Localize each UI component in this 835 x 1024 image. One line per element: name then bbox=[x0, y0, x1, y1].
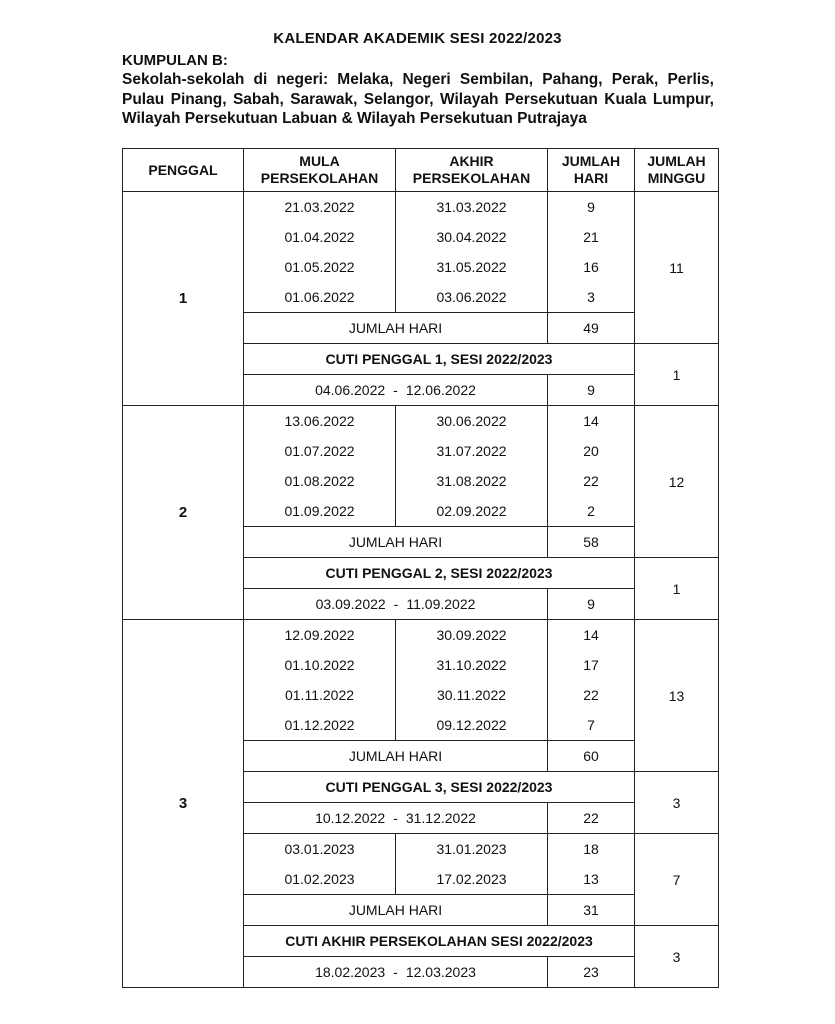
header-jumlah-minggu bbox=[635, 149, 719, 192]
days-count: 16 bbox=[548, 252, 635, 282]
range-separator: - bbox=[393, 810, 398, 826]
days-count: 18 bbox=[548, 834, 635, 865]
days-count: 17 bbox=[548, 650, 635, 680]
start-date: 21.03.2022 bbox=[244, 192, 396, 223]
end-date: 09.12.2022 bbox=[396, 710, 548, 741]
start-date: 03.01.2023 bbox=[244, 834, 396, 865]
days-count: 22 bbox=[548, 466, 635, 496]
group-label: KUMPULAN B: bbox=[122, 52, 228, 69]
total-days-label: JUMLAH HARI bbox=[244, 527, 548, 558]
total-days-label: JUMLAH HARI bbox=[244, 741, 548, 772]
holiday-weeks: 1 bbox=[635, 558, 719, 620]
total-days-value: 58 bbox=[548, 527, 635, 558]
holiday-end: 12.03.2023 bbox=[405, 964, 476, 980]
holiday-range bbox=[244, 375, 548, 406]
holiday-title: CUTI PENGGAL 3, SESI 2022/2023 bbox=[244, 772, 635, 803]
days-count: 14 bbox=[548, 406, 635, 437]
range-separator: - bbox=[393, 964, 398, 980]
term-number: 1 bbox=[123, 192, 244, 406]
start-date: 12.09.2022 bbox=[244, 620, 396, 651]
header-mula bbox=[244, 149, 396, 192]
header-hari-line2: HARI bbox=[573, 170, 609, 186]
days-count: 9 bbox=[548, 192, 635, 223]
header-akhir bbox=[396, 149, 548, 192]
table-row bbox=[123, 192, 719, 223]
weeks-count: 7 bbox=[635, 834, 719, 926]
end-date: 31.07.2022 bbox=[396, 436, 548, 466]
range-separator: - bbox=[393, 382, 398, 398]
start-date: 01.09.2022 bbox=[244, 496, 396, 527]
end-date: 02.09.2022 bbox=[396, 496, 548, 527]
final-holiday-title: CUTI AKHIR PERSEKOLAHAN SESI 2022/2023 bbox=[244, 926, 635, 957]
start-date: 01.10.2022 bbox=[244, 650, 396, 680]
schools-list: Sekolah-sekolah di negeri: Melaka, Negeri Sembilan, Pahang, Perak, Perlis, Pulau Pinang, Sabah, Sarawak, Selangor, Wilayah Persekutuan Kuala Lumpur, Wilayah Persekutuan Labuan & Wilayah Persekutuan Putrajaya bbox=[122, 71, 714, 127]
start-date: 01.05.2022 bbox=[244, 252, 396, 282]
total-days-label: JUMLAH HARI bbox=[244, 313, 548, 344]
header-akhir-line2: PERSEKOLAHAN bbox=[412, 170, 531, 186]
end-date: 30.04.2022 bbox=[396, 222, 548, 252]
academic-calendar-table bbox=[122, 148, 719, 988]
days-count: 14 bbox=[548, 620, 635, 651]
total-days-value: 60 bbox=[548, 741, 635, 772]
weeks-count: 13 bbox=[635, 620, 719, 772]
header-mula-line1: MULA bbox=[299, 153, 340, 169]
holiday-end: 31.12.2022 bbox=[405, 810, 476, 826]
holiday-range bbox=[244, 957, 548, 988]
end-date: 31.05.2022 bbox=[396, 252, 548, 282]
days-count: 3 bbox=[548, 282, 635, 313]
start-date: 13.06.2022 bbox=[244, 406, 396, 437]
header-mula-line2: PERSEKOLAHAN bbox=[260, 170, 379, 186]
holiday-weeks: 3 bbox=[635, 772, 719, 834]
end-date: 31.08.2022 bbox=[396, 466, 548, 496]
header-minggu-line2: MINGGU bbox=[647, 170, 706, 186]
days-count: 2 bbox=[548, 496, 635, 527]
holiday-days: 23 bbox=[548, 957, 635, 988]
holiday-title: CUTI PENGGAL 1, SESI 2022/2023 bbox=[244, 344, 635, 375]
days-count: 20 bbox=[548, 436, 635, 466]
total-days-value: 31 bbox=[548, 895, 635, 926]
holiday-range bbox=[244, 589, 548, 620]
holiday-end: 11.09.2022 bbox=[406, 596, 476, 612]
days-count: 13 bbox=[548, 864, 635, 895]
end-date: 30.11.2022 bbox=[396, 680, 548, 710]
holiday-start: 04.06.2022 bbox=[315, 382, 386, 398]
end-date: 17.02.2023 bbox=[396, 864, 548, 895]
start-date: 01.11.2022 bbox=[244, 680, 396, 710]
end-date: 31.03.2022 bbox=[396, 192, 548, 223]
holiday-weeks: 3 bbox=[635, 926, 719, 988]
start-date: 01.12.2022 bbox=[244, 710, 396, 741]
weeks-count: 12 bbox=[635, 406, 719, 558]
header-minggu-line1: JUMLAH bbox=[647, 153, 706, 169]
term-number: 2 bbox=[123, 406, 244, 620]
days-count: 7 bbox=[548, 710, 635, 741]
header-hari-line1: JUMLAH bbox=[561, 153, 621, 169]
header-jumlah-hari bbox=[548, 149, 635, 192]
holiday-start: 10.12.2022 bbox=[315, 810, 386, 826]
total-days-label: JUMLAH HARI bbox=[244, 895, 548, 926]
total-days-value: 49 bbox=[548, 313, 635, 344]
holiday-weeks: 1 bbox=[635, 344, 719, 406]
weeks-count: 11 bbox=[635, 192, 719, 344]
holiday-days: 22 bbox=[548, 803, 635, 834]
end-date: 30.09.2022 bbox=[396, 620, 548, 651]
range-separator: - bbox=[393, 596, 399, 612]
holiday-title: CUTI PENGGAL 2, SESI 2022/2023 bbox=[244, 558, 635, 589]
start-date: 01.04.2022 bbox=[244, 222, 396, 252]
term-number: 3 bbox=[123, 620, 244, 988]
end-date: 31.10.2022 bbox=[396, 650, 548, 680]
table-row bbox=[123, 620, 719, 651]
document-title: KALENDAR AKADEMIK SESI 2022/2023 bbox=[273, 30, 562, 47]
days-count: 21 bbox=[548, 222, 635, 252]
holiday-days: 9 bbox=[548, 589, 635, 620]
table-header-row bbox=[123, 149, 719, 192]
start-date: 01.02.2023 bbox=[244, 864, 396, 895]
holiday-end: 12.06.2022 bbox=[405, 382, 476, 398]
end-date: 30.06.2022 bbox=[396, 406, 548, 437]
start-date: 01.07.2022 bbox=[244, 436, 396, 466]
table-row bbox=[123, 406, 719, 437]
holiday-days: 9 bbox=[548, 375, 635, 406]
holiday-range bbox=[244, 803, 548, 834]
holiday-start: 18.02.2023 bbox=[315, 964, 386, 980]
end-date: 31.01.2023 bbox=[396, 834, 548, 865]
start-date: 01.06.2022 bbox=[244, 282, 396, 313]
days-count: 22 bbox=[548, 680, 635, 710]
header-penggal: PENGGAL bbox=[123, 149, 244, 192]
header-akhir-line1: AKHIR bbox=[449, 153, 494, 169]
start-date: 01.08.2022 bbox=[244, 466, 396, 496]
holiday-start: 03.09.2022 bbox=[315, 596, 386, 612]
end-date: 03.06.2022 bbox=[396, 282, 548, 313]
